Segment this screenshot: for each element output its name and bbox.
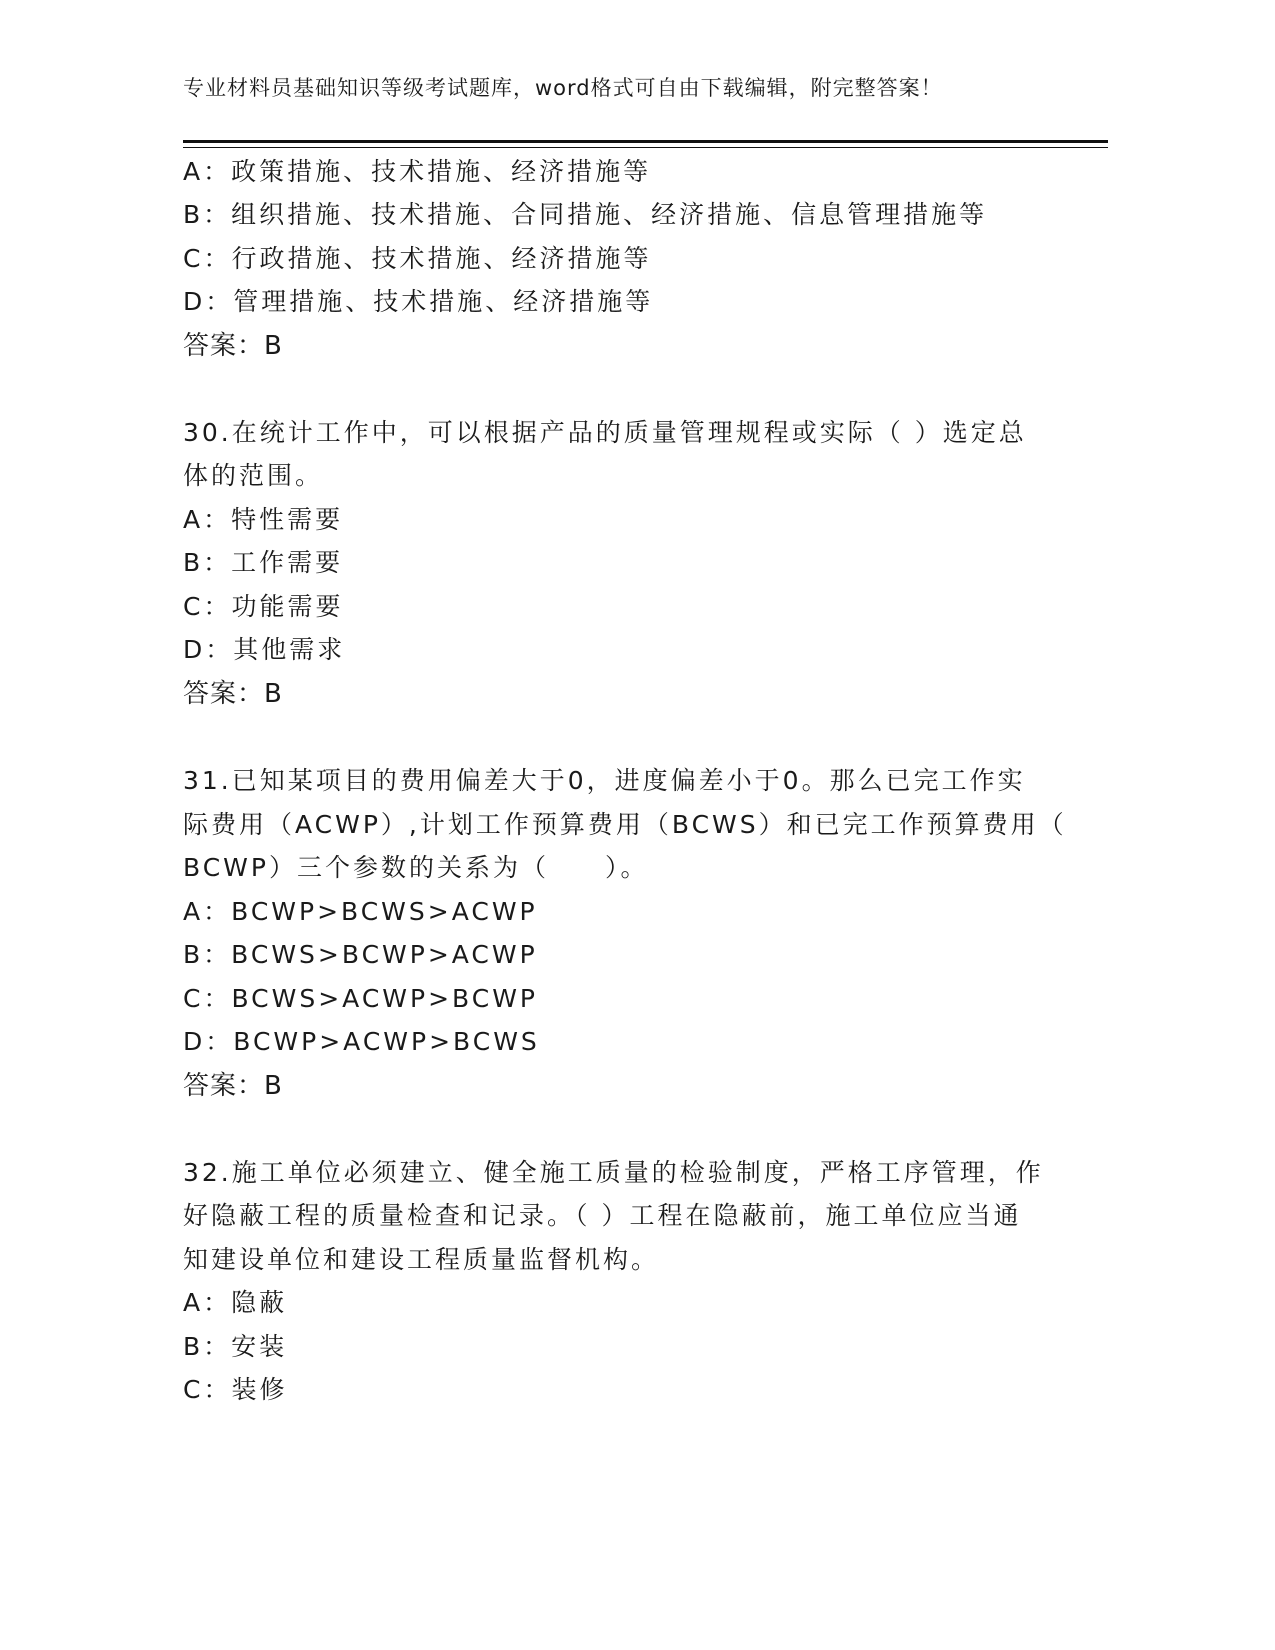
q30-option-d: D：其他需求 (183, 635, 346, 664)
q32-option-a: A：隐蔽 (183, 1288, 288, 1317)
q31-question-line-3: BCWP）三个参数的关系为（ ）。 (183, 853, 649, 882)
q29-answer: 答案：B (183, 331, 283, 361)
q32-question-line-3: 知建设单位和建设工程质量监督机构。 (183, 1245, 660, 1274)
q32-option-c: C：装修 (183, 1375, 288, 1404)
q31-option-a: A：BCWP>BCWS>ACWP (183, 897, 538, 926)
q31-option-c: C：BCWS>ACWP>BCWP (183, 984, 538, 1013)
q29-option-d: D：管理措施、技术措施、经济措施等 (183, 287, 654, 316)
q29-option-a: A：政策措施、技术措施、经济措施等 (183, 157, 652, 186)
q31-question-line-1: 31.已知某项目的费用偏差大于0，进度偏差小于0。那么已完工作实 (183, 766, 1026, 795)
q31-option-b: B：BCWS>BCWP>ACWP (183, 940, 538, 969)
q32-question-line-2: 好隐蔽工程的质量检查和记录。（ ）工程在隐蔽前，施工单位应当通 (183, 1201, 1022, 1230)
page-header: 专业材料员基础知识等级考试题库，word格式可自由下载编辑，附完整答案！ (183, 76, 943, 100)
q32-question-line-1: 32.施工单位必须建立、健全施工质量的检验制度，严格工序管理，作 (183, 1158, 1044, 1187)
q30-question-line-2: 体的范围。 (183, 461, 324, 490)
q30-option-a: A：特性需要 (183, 505, 344, 534)
header-rule-thick (183, 140, 1108, 143)
q30-option-c: C：功能需要 (183, 592, 344, 621)
q29-option-b: B：组织措施、技术措施、合同措施、经济措施、信息管理措施等 (183, 200, 988, 229)
q32-option-b: B：安装 (183, 1332, 288, 1361)
q30-option-b: B：工作需要 (183, 548, 344, 577)
q31-option-d: D：BCWP>ACWP>BCWS (183, 1027, 540, 1056)
q29-option-c: C：行政措施、技术措施、经济措施等 (183, 244, 652, 273)
q30-question-line-1: 30.在统计工作中，可以根据产品的质量管理规程或实际（ ）选定总 (183, 418, 1027, 447)
q31-question-line-2: 际费用（ACWP）,计划工作预算费用（BCWS）和已完工作预算费用（ (183, 810, 1067, 839)
q31-answer: 答案：B (183, 1071, 283, 1101)
header-rule-thin (183, 147, 1108, 148)
q30-answer: 答案：B (183, 679, 283, 709)
